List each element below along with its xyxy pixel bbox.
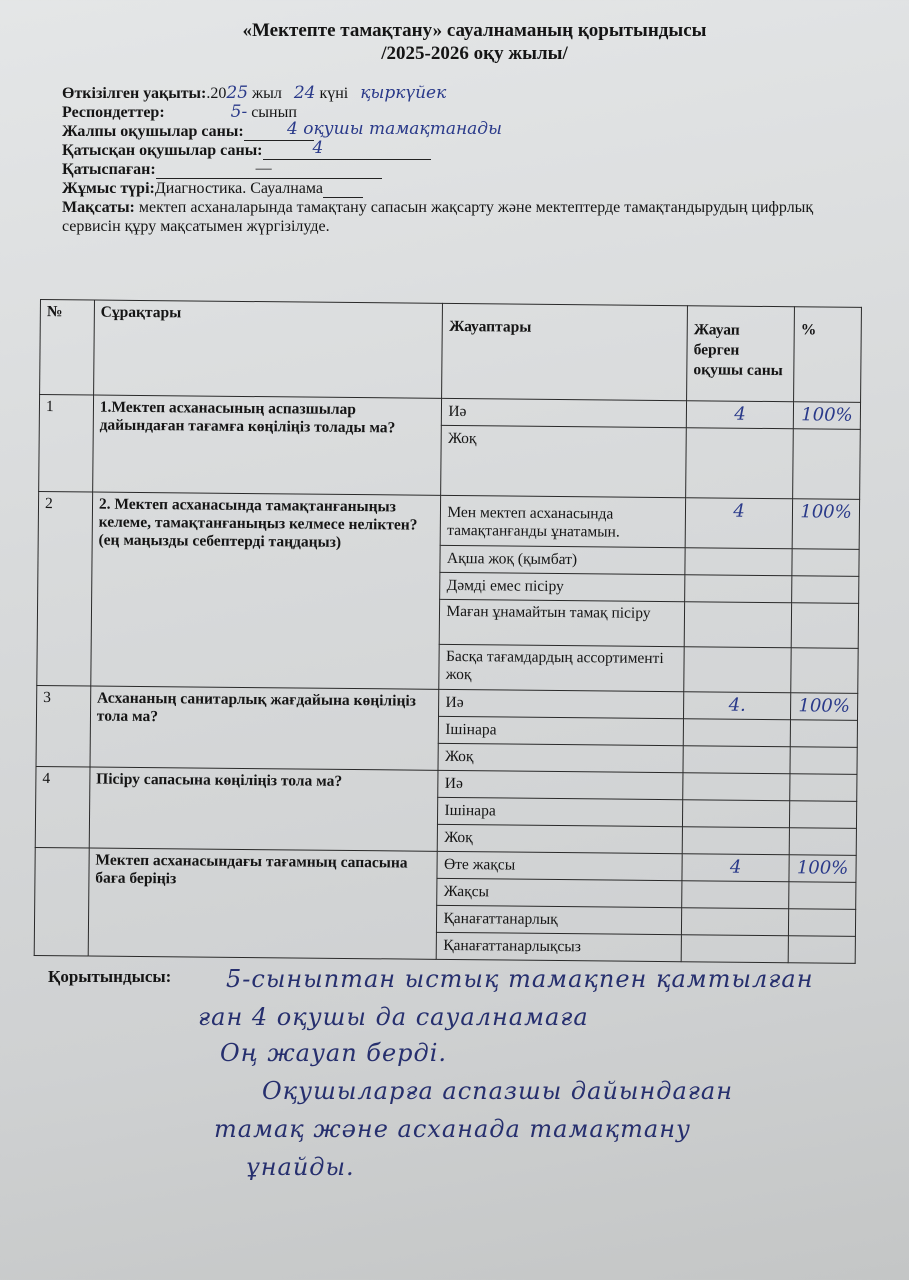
answer-option: Жоқ bbox=[438, 743, 683, 772]
date-month-handwritten: қыркүйек bbox=[360, 83, 447, 103]
answer-percent bbox=[789, 882, 856, 910]
conclusion-line: Оң жауап берді. bbox=[220, 1039, 448, 1067]
table-header-row bbox=[40, 300, 862, 403]
document-subtitle: /2025-2026 оқу жылы/ bbox=[381, 43, 568, 64]
answer-option: Жоқ bbox=[438, 824, 683, 853]
answer-option: Иә bbox=[442, 398, 687, 428]
document-title: «Мектепте тамақтану» сауалнаманың қорытындысы bbox=[242, 20, 707, 41]
date-year-word: жыл bbox=[252, 85, 282, 102]
participated-row bbox=[62, 138, 842, 160]
answer-count bbox=[682, 908, 789, 936]
answer-percent bbox=[789, 828, 856, 856]
aim-label: Мақсаты: bbox=[62, 199, 135, 216]
answer-option: Маған ұнамайтын тамақ пісіру bbox=[440, 599, 685, 646]
row-number: 4 bbox=[35, 766, 90, 848]
row-number: 2 bbox=[37, 491, 93, 686]
answer-percent bbox=[793, 429, 861, 499]
answer-percent bbox=[791, 648, 858, 694]
date-year-prefix: .20 bbox=[206, 85, 227, 102]
answer-count bbox=[684, 647, 791, 693]
answer-option: Ақша жоқ (қымбат) bbox=[440, 545, 685, 574]
conclusion-line: ұнайды. bbox=[246, 1153, 355, 1181]
header-answers: Жауаптары bbox=[442, 303, 688, 400]
answer-percent bbox=[790, 747, 857, 775]
answer-count bbox=[685, 548, 792, 576]
respondents-handwritten: 5- bbox=[230, 102, 248, 122]
aim-row bbox=[62, 198, 842, 236]
row-question: Пісіру сапасына көңіліңіз тола ма? bbox=[89, 767, 438, 851]
answer-percent bbox=[789, 909, 856, 937]
answer-count: 4. bbox=[684, 692, 791, 720]
answer-count bbox=[686, 428, 794, 499]
row-question: 1.Мектеп асханасының аспазшылар дайындаған тағамға көңіліңіз толады ма? bbox=[92, 395, 442, 495]
header-question: Сұрақтары bbox=[93, 300, 442, 398]
conclusion-label: Қорытындысы: bbox=[48, 967, 172, 986]
answer-option: Дәмді емес пісіру bbox=[440, 572, 685, 601]
absent-row bbox=[62, 160, 842, 179]
answer-count: 4 bbox=[686, 401, 793, 429]
participated-label: Қатысқан оқушылар саны: bbox=[62, 142, 263, 159]
date-day-word: күні bbox=[319, 85, 349, 102]
answer-count bbox=[681, 935, 788, 963]
conclusion-line: 5-сыныптан ыстық тамақпен қамтылған bbox=[226, 965, 814, 993]
answer-option: Басқа тағамдардың ассортименті жоқ bbox=[439, 644, 684, 691]
work-type-row bbox=[62, 179, 842, 198]
answer-percent bbox=[788, 936, 855, 964]
absent-label: Қатыспаған: bbox=[62, 161, 156, 178]
date-day-handwritten: 24 bbox=[293, 83, 316, 103]
answer-count bbox=[683, 719, 790, 747]
answer-percent bbox=[791, 603, 858, 649]
answer-count: 4 bbox=[685, 498, 792, 549]
answer-option: Иә bbox=[438, 770, 683, 799]
table-row bbox=[38, 491, 859, 549]
date-row bbox=[62, 84, 842, 103]
answer-percent bbox=[790, 720, 857, 748]
answer-count: 4 bbox=[682, 854, 789, 882]
answer-percent bbox=[790, 801, 857, 829]
header-count: Жауап берген оқушы саны bbox=[687, 306, 795, 402]
answer-option: Ішінара bbox=[439, 716, 684, 745]
row-number: 1 bbox=[39, 395, 94, 493]
answer-option: Өте жақсы bbox=[437, 851, 682, 880]
answer-option: Мен мектеп асханасында тамақтанғанды ұнатамын. bbox=[441, 495, 686, 547]
answer-option: Қанағаттанарлық bbox=[437, 905, 682, 934]
answer-option: Иә bbox=[439, 689, 684, 718]
total-handwritten: 4 оқушы тамақтанады bbox=[287, 119, 502, 139]
date-year-handwritten: 25 bbox=[226, 83, 249, 103]
row-number bbox=[34, 847, 89, 956]
answer-count bbox=[685, 575, 792, 603]
answer-count bbox=[683, 800, 790, 828]
header-percent: % bbox=[794, 307, 862, 403]
absent-value: — bbox=[255, 160, 272, 177]
answer-count bbox=[683, 773, 790, 801]
aim-value: мектеп асханаларында тамақтану сапасын жақсарту және мектептерде тамақтандырудың цифрлық сервисін құру мақсатымен жүргізілуде. bbox=[62, 199, 814, 235]
answer-percent: 100% bbox=[792, 499, 859, 550]
answer-count bbox=[682, 881, 789, 909]
row-question: 2. Мектеп асханасында тамақтанғаныңыз келеме, тамақтанғаныңыз келмесе неліктен? (ең маңызды себептерді таңдаңыз) bbox=[91, 492, 441, 689]
answer-percent bbox=[792, 576, 859, 604]
row-number: 3 bbox=[36, 685, 91, 767]
header-number: № bbox=[40, 300, 95, 396]
answer-percent bbox=[790, 774, 857, 802]
date-label: Өткізілген уақыты: bbox=[62, 85, 207, 102]
row-question: Мектеп асханасындағы тағамның сапасына баға беріңіз bbox=[88, 848, 438, 959]
answer-percent: 100% bbox=[789, 855, 856, 883]
conclusion-line: тамақ және асханада тамақтану bbox=[214, 1115, 691, 1143]
total-label: Жалпы оқушылар саны: bbox=[62, 123, 244, 140]
survey-meta bbox=[62, 84, 842, 236]
answer-percent: 100% bbox=[791, 693, 858, 721]
answer-percent bbox=[792, 549, 859, 577]
answer-option: Жақсы bbox=[437, 878, 682, 907]
conclusion-line: Оқушыларға аспазшы дайындаған bbox=[262, 1077, 734, 1105]
conclusion-line: ған 4 оқушы да сауалнамаға bbox=[198, 1003, 589, 1031]
work-type-label: Жұмыс түрі: bbox=[62, 180, 155, 197]
answer-count bbox=[684, 602, 791, 648]
answer-count bbox=[682, 827, 789, 855]
answer-percent: 100% bbox=[793, 402, 860, 430]
answer-count bbox=[683, 746, 790, 774]
respondents-label: Респондеттер: bbox=[62, 104, 165, 121]
answer-option: Жоқ bbox=[441, 426, 686, 498]
respondents-value: сынып bbox=[251, 104, 297, 121]
survey-results-table bbox=[34, 299, 862, 964]
participated-handwritten: 4 bbox=[312, 138, 324, 158]
answer-option: Қанағаттанарлықсыз bbox=[437, 932, 682, 961]
total-row bbox=[62, 119, 842, 141]
answer-option: Ішінара bbox=[438, 797, 683, 826]
row-question: Асхананың санитарлық жағдайына көңіліңіз тола ма? bbox=[90, 686, 439, 770]
work-type-value: Диагностика. Сауалнама bbox=[154, 180, 323, 197]
